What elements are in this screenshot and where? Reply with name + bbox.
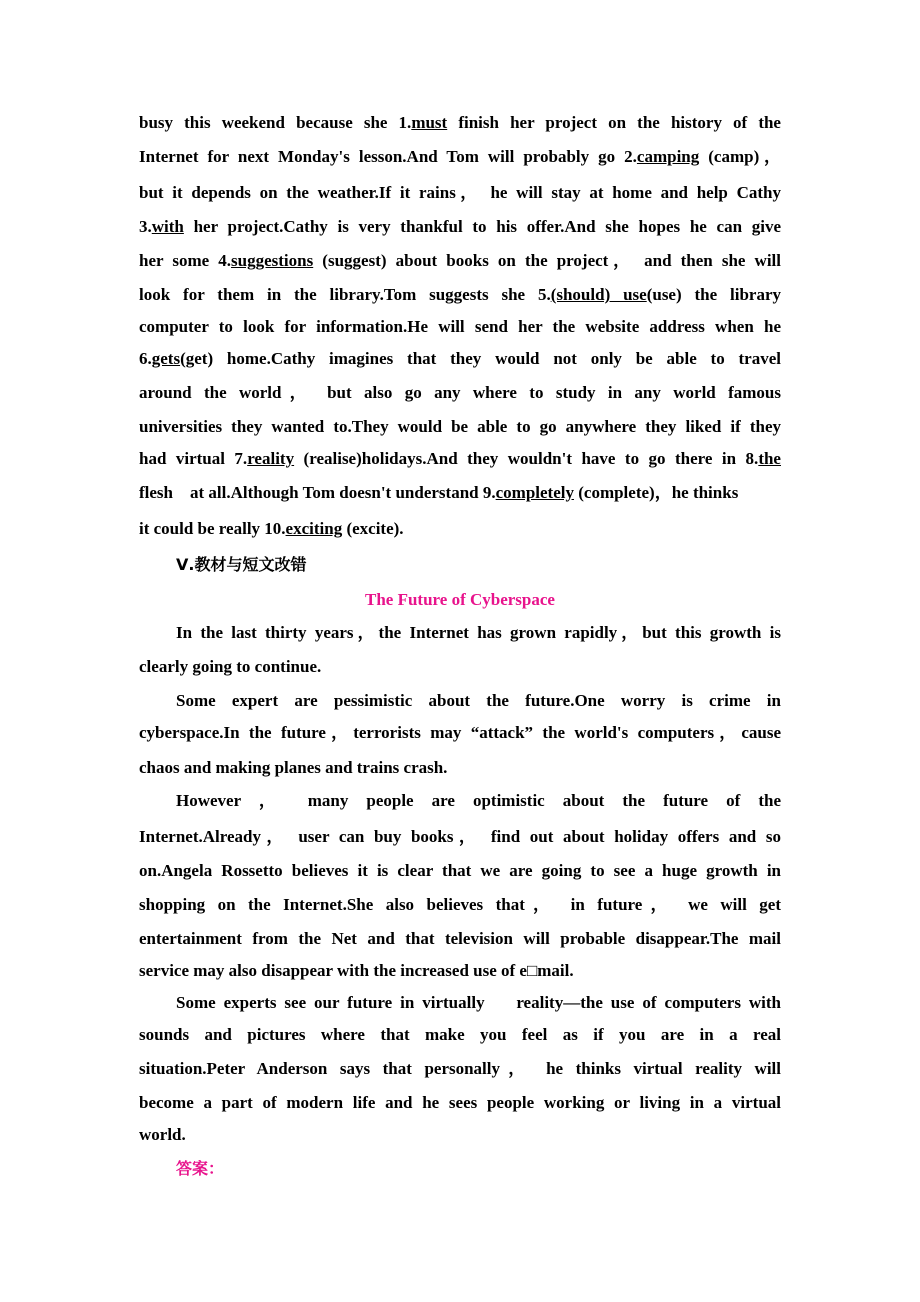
passage2-line-4: cyberspace.In the future，terrorists may “attack” the world's computers，cause — [139, 723, 781, 742]
passage2-line-3: Some expert are pessimistic about the future.One worry is crime in — [176, 691, 781, 710]
passage2-line-9: shopping on the Internet.She also believes that， in future， we will get — [139, 895, 781, 914]
passage2-line-7: Internet.Already， user can buy books， find out about holiday offers and so — [139, 827, 781, 846]
answer-8: the — [758, 449, 781, 468]
passage2-line-11: service may also disappear with the increased use of e□mail. — [139, 961, 574, 980]
passage1-line-8: 6.gets(get) home.Cathy imagines that they would not only be able to travel — [139, 349, 781, 368]
passage2-line-14: situation.Peter Anderson says that personally， he thinks virtual reality will — [139, 1059, 781, 1078]
answer-5: (should) use — [550, 285, 647, 304]
passage2-line-10: entertainment from the Net and that television will probable disappear.The mail — [139, 929, 781, 948]
answer-9: completely — [495, 483, 574, 502]
answer-7: reality — [247, 449, 295, 468]
passage2-line-12: Some experts see our future in virtually reality—the use of computers with — [176, 993, 781, 1012]
passage1-line-4: 3.with her project.Cathy is very thankful to his offer.And she hopes he can give — [139, 217, 781, 236]
answer-4: suggestions — [231, 251, 314, 270]
passage1-line-6: look for them in the library.Tom suggests she 5.(should) use(use) the library — [139, 285, 782, 304]
passage1-line-12: flesh at all.Although Tom doesn't understand 9.completely (complete)，he thinks — [139, 483, 739, 502]
passage2-line-13: sounds and pictures where that make you feel as if you are in a real — [139, 1025, 781, 1044]
passage2-line-1: In the last thirty years，the Internet has grown rapidly，but this growth is — [176, 623, 781, 642]
passage2-line-2: clearly going to continue. — [139, 657, 322, 676]
passage-title: The Future of Cyberspace — [365, 590, 555, 609]
passage2-line-8: on.Angela Rossetto believes it is clear that we are going to see a huge growth in — [139, 861, 781, 880]
passage2-line-16: world. — [139, 1125, 186, 1144]
passage1-line-2: Internet for next Monday's lesson.And Tom will probably go 2.camping (camp)， — [139, 147, 782, 166]
answer-1: must — [411, 113, 448, 132]
answer-label: 答案： — [176, 1159, 225, 1178]
passage1-line-3: but it depends on the weather.If it rains， he will stay at home and help Cathy — [139, 183, 781, 202]
passage1-line-9: around the world， but also go any where to study in any world famous — [139, 383, 781, 402]
passage2-line-5: chaos and making planes and trains crash. — [139, 758, 448, 777]
answer-2: camping — [636, 147, 700, 166]
passage2-line-6: However ， many people are optimistic about the future of the — [176, 791, 781, 810]
passage2-line-15: become a part of modern life and he sees people working or living in a virtual — [139, 1093, 781, 1112]
passage1-line-5: her some 4.suggestions (suggest) about books on the project， and then she will — [139, 251, 782, 270]
passage1-line-7: computer to look for information.He will send her the website address when he — [139, 317, 781, 336]
answer-6: gets — [151, 349, 181, 368]
passage1-line-11: had virtual 7.reality (realise)holidays.And they wouldn't have to go there in 8.the — [139, 449, 781, 468]
answer-3: with — [151, 217, 184, 236]
passage1-line-10: universities they wanted to.They would be able to go anywhere they liked if they — [139, 417, 781, 436]
passage1-line-13: it could be really 10.exciting (excite). — [139, 519, 404, 538]
answer-10: exciting — [285, 519, 343, 538]
passage1-line-1: busy this weekend because she 1.must finish her project on the history of the — [139, 113, 781, 132]
section-heading: Ⅴ.教材与短文改错 — [176, 555, 307, 574]
